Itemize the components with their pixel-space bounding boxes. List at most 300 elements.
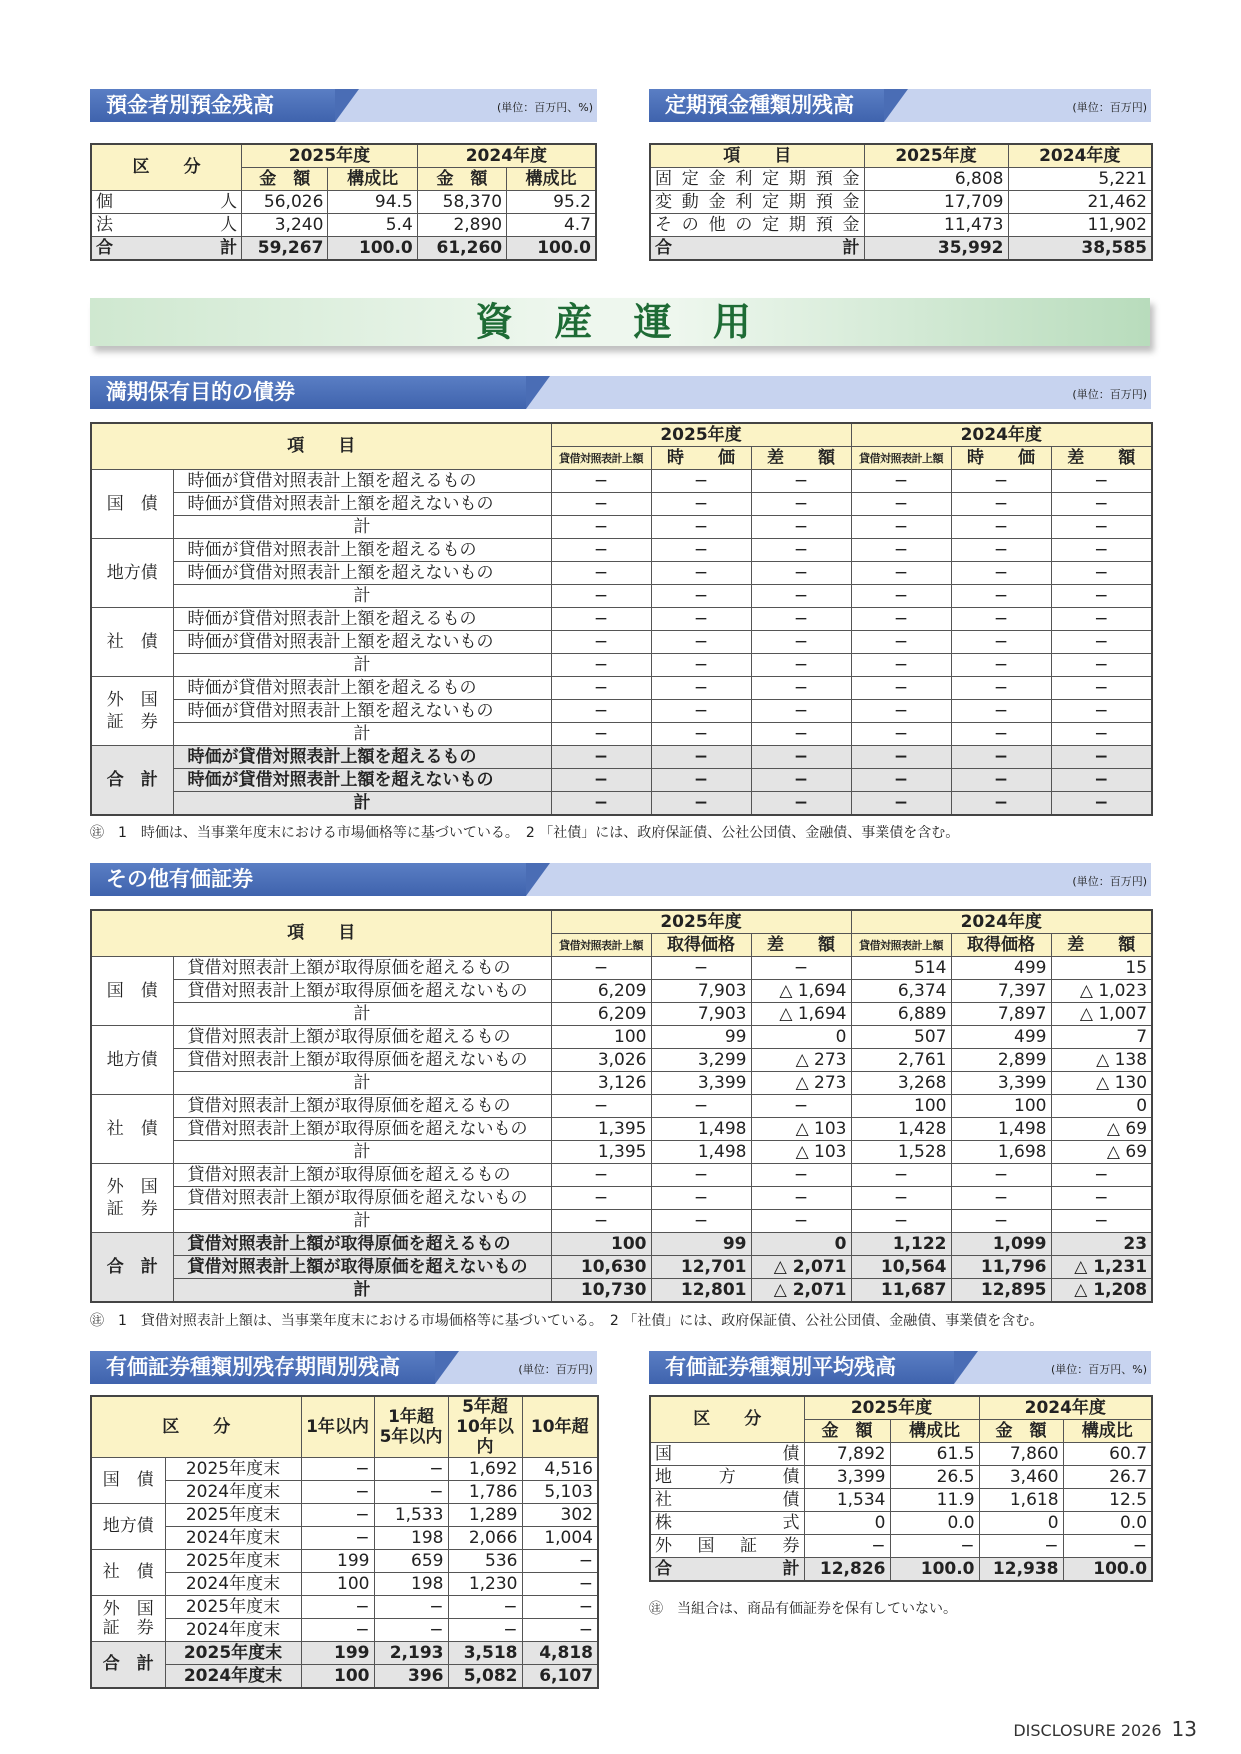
value-cell: 1,230	[448, 1573, 522, 1596]
table-row	[91, 470, 1152, 493]
page-number: 13	[1171, 1717, 1197, 1741]
header-amount: 金 額	[242, 168, 328, 191]
value-cell: 12,826	[804, 1558, 890, 1582]
header-5-10y-line1: 5年超	[462, 1397, 508, 1417]
value-cell: △ 138	[1051, 1049, 1152, 1072]
value-cell: △ 103	[751, 1118, 851, 1141]
fixed-deposit-table	[649, 143, 1153, 261]
value-cell: 7	[1051, 1026, 1152, 1049]
unit-note: (単位：百万円、%)	[496, 101, 593, 114]
row-label: 貸借対照表計上額が取得原価を超えるもの	[173, 957, 551, 980]
header-fair-value: 時 価	[951, 447, 1051, 470]
value-cell: 0	[804, 1512, 890, 1535]
value-cell: 100.0	[507, 237, 596, 261]
table-row	[91, 1095, 1152, 1118]
value-cell: △ 2,071	[751, 1279, 851, 1303]
value-cell: 1,534	[804, 1489, 890, 1512]
value-cell: △ 2,071	[751, 1256, 851, 1279]
row-label: 計	[173, 1141, 551, 1164]
table-row	[91, 769, 1152, 792]
value-cell: 3,460	[979, 1466, 1063, 1489]
table-row	[650, 1466, 1152, 1489]
value-cell: −	[851, 654, 951, 677]
value-cell: 99	[651, 1026, 751, 1049]
value-cell: 100	[301, 1573, 374, 1596]
category-label: 合 計	[91, 1642, 165, 1689]
value-cell: −	[374, 1458, 448, 1481]
value-cell: 1,498	[651, 1141, 751, 1164]
section-title: 定期預金種類別残高	[649, 89, 884, 122]
value-cell: 499	[951, 957, 1051, 980]
value-cell: −	[551, 1164, 651, 1187]
value-cell: 3,026	[551, 1049, 651, 1072]
row-label: 計	[173, 1072, 551, 1095]
section-header-depositor	[90, 89, 597, 122]
value-cell: −	[951, 539, 1051, 562]
table-row	[91, 1504, 598, 1527]
average-footnote: ㊟ 当組合は、商品有価証券を保有していない。	[649, 1601, 957, 1617]
value-cell: 11.9	[890, 1489, 979, 1512]
value-cell: 0	[1051, 1095, 1152, 1118]
header-item: 項 目	[91, 910, 551, 957]
value-cell: −	[1051, 585, 1152, 608]
value-cell: −	[1051, 769, 1152, 792]
value-cell: −	[851, 631, 951, 654]
category-label: 合 計	[91, 1233, 173, 1303]
header-book-value: 貸借対照表計上額	[551, 934, 651, 957]
value-cell: 3,240	[242, 214, 328, 237]
header-amount: 金 額	[804, 1420, 890, 1443]
value-cell: −	[651, 1095, 751, 1118]
row-label: 2024年度末	[165, 1481, 301, 1504]
value-cell: −	[551, 1210, 651, 1233]
value-cell: 61,260	[417, 237, 506, 261]
table-row	[91, 493, 1152, 516]
value-cell: 26.5	[890, 1466, 979, 1489]
value-cell: −	[851, 1210, 951, 1233]
section-header-average	[649, 1351, 1151, 1384]
header-1-5y-line2: 5年以内	[379, 1427, 443, 1447]
value-cell: −	[1051, 631, 1152, 654]
table-row	[91, 1619, 598, 1642]
row-label: 2025年度末	[165, 1504, 301, 1527]
value-cell: −	[551, 1187, 651, 1210]
value-cell: −	[851, 677, 951, 700]
value-cell: −	[1051, 1210, 1152, 1233]
row-label: 株 式	[650, 1512, 804, 1535]
value-cell: △ 273	[751, 1049, 851, 1072]
value-cell: 2,899	[951, 1049, 1051, 1072]
row-label: 固定金利定期預金	[650, 168, 864, 191]
unit-note: (単位：百万円)	[518, 1363, 593, 1376]
category-label: 国 債	[91, 957, 173, 1026]
value-cell: 56,026	[242, 191, 328, 214]
table-row	[91, 1049, 1152, 1072]
value-cell: −	[951, 631, 1051, 654]
table-row	[91, 1665, 598, 1689]
value-cell: −	[1051, 677, 1152, 700]
category-label: 社 債	[91, 1550, 165, 1596]
table-row	[91, 237, 596, 261]
value-cell: 396	[374, 1665, 448, 1689]
value-cell: −	[374, 1481, 448, 1504]
header-ratio: 構成比	[1063, 1420, 1152, 1443]
value-cell: −	[374, 1619, 448, 1642]
value-cell: −	[651, 470, 751, 493]
section-title: 満期保有目的の債券	[90, 376, 526, 409]
header-amount: 金 額	[417, 168, 506, 191]
value-cell: △ 1,023	[1051, 980, 1152, 1003]
value-cell: −	[448, 1596, 522, 1619]
value-cell: −	[1051, 1164, 1152, 1187]
category-label: 外 国 証 券	[91, 677, 173, 746]
value-cell: −	[751, 792, 851, 816]
value-cell: −	[751, 677, 851, 700]
value-cell: −	[851, 539, 951, 562]
section-title: 預金者別預金残高	[90, 89, 335, 122]
value-cell: −	[301, 1504, 374, 1527]
value-cell: 536	[448, 1550, 522, 1573]
value-cell: 4.7	[507, 214, 596, 237]
table-row	[91, 980, 1152, 1003]
table-row	[91, 1256, 1152, 1279]
section-header-other-securities	[90, 863, 1151, 896]
row-label: 計	[173, 585, 551, 608]
header-difference: 差 額	[751, 934, 851, 957]
value-cell: −	[751, 1164, 851, 1187]
value-cell: −	[551, 677, 651, 700]
value-cell: −	[301, 1596, 374, 1619]
value-cell: −	[951, 1164, 1051, 1187]
value-cell: −	[951, 470, 1051, 493]
value-cell: 199	[301, 1642, 374, 1665]
value-cell: 1,498	[951, 1118, 1051, 1141]
value-cell: −	[890, 1535, 979, 1558]
row-label: 貸借対照表計上額が取得原価を超えないもの	[173, 1187, 551, 1210]
header-ratio: 構成比	[507, 168, 596, 191]
value-cell: 1,428	[851, 1118, 951, 1141]
value-cell: −	[751, 585, 851, 608]
unit-note: (単位：百万円、%)	[1050, 1363, 1147, 1376]
banner-title: 資 産 運 用	[475, 299, 765, 344]
htm-footnote: ㊟ 1 時価は、当事業年度末における市場価格等に基づいている。 2 「社債」には、政府保証債、公社公団債、金融債、事業債を含む。	[90, 825, 960, 841]
row-label: 2024年度末	[165, 1527, 301, 1550]
category-label: 地方債	[91, 1026, 173, 1095]
table-row	[91, 700, 1152, 723]
header-5-10y	[448, 1396, 522, 1458]
row-label: 2025年度末	[165, 1642, 301, 1665]
table-row	[650, 1558, 1152, 1582]
table-row	[91, 191, 596, 214]
value-cell: △ 1,231	[1051, 1256, 1152, 1279]
value-cell: 1,786	[448, 1481, 522, 1504]
row-label: 貸借対照表計上額が取得原価を超えるもの	[173, 1233, 551, 1256]
value-cell: −	[551, 608, 651, 631]
row-label: 個 人	[91, 191, 242, 214]
value-cell: −	[651, 493, 751, 516]
value-cell: −	[1051, 493, 1152, 516]
value-cell: 100.0	[1063, 1558, 1152, 1582]
value-cell: 4,818	[522, 1642, 598, 1665]
value-cell: 3,299	[651, 1049, 751, 1072]
value-cell: −	[651, 654, 751, 677]
row-label: 貸借対照表計上額が取得原価を超えないもの	[173, 1256, 551, 1279]
value-cell: −	[651, 1164, 751, 1187]
value-cell: 1,698	[951, 1141, 1051, 1164]
value-cell: 6,808	[864, 168, 1008, 191]
value-cell: 95.2	[507, 191, 596, 214]
row-label: 計	[173, 1003, 551, 1026]
category-label: 外 国 証 券	[91, 1164, 173, 1233]
value-cell: 198	[374, 1527, 448, 1550]
value-cell: −	[551, 654, 651, 677]
value-cell: −	[751, 1187, 851, 1210]
value-cell: 3,518	[448, 1642, 522, 1665]
value-cell: △ 1,208	[1051, 1279, 1152, 1303]
header-ratio: 構成比	[890, 1420, 979, 1443]
value-cell: −	[851, 1187, 951, 1210]
row-label: 貸借対照表計上額が取得原価を超えないもの	[173, 980, 551, 1003]
value-cell: −	[651, 677, 751, 700]
row-label: 計	[173, 1210, 551, 1233]
page-footer	[1013, 1717, 1197, 1741]
section-header-maturity	[90, 1351, 597, 1384]
table-row	[650, 1535, 1152, 1558]
header-item: 項 目	[91, 423, 551, 470]
value-cell: −	[1051, 562, 1152, 585]
maturity-table	[90, 1395, 599, 1689]
value-cell: −	[651, 631, 751, 654]
row-label: 合 計	[650, 237, 864, 261]
value-cell: 10,630	[551, 1256, 651, 1279]
value-cell: −	[751, 608, 851, 631]
row-label: 時価が貸借対照表計上額を超えるもの	[173, 470, 551, 493]
header-2025: 2025年度	[804, 1396, 979, 1420]
value-cell: −	[951, 677, 1051, 700]
value-cell: −	[551, 723, 651, 746]
header-acquisition-cost: 取得価格	[651, 934, 751, 957]
table-row	[91, 1642, 598, 1665]
category-label: 社 債	[91, 1095, 173, 1164]
table-row	[91, 1210, 1152, 1233]
table-row	[91, 1026, 1152, 1049]
value-cell: −	[851, 746, 951, 769]
value-cell: 12,895	[951, 1279, 1051, 1303]
table-row	[91, 1187, 1152, 1210]
value-cell: 6,374	[851, 980, 951, 1003]
value-cell: 10,564	[851, 1256, 951, 1279]
header-2024: 2024年度	[851, 423, 1152, 447]
value-cell: −	[851, 700, 951, 723]
table-row	[91, 608, 1152, 631]
row-label: 2025年度末	[165, 1458, 301, 1481]
value-cell: 5,082	[448, 1665, 522, 1689]
header-2025: 2025年度	[242, 144, 418, 168]
value-cell: −	[651, 608, 751, 631]
header-2025: 2025年度	[864, 144, 1008, 168]
value-cell: 100	[301, 1665, 374, 1689]
value-cell: −	[1051, 608, 1152, 631]
value-cell: 26.7	[1063, 1466, 1152, 1489]
value-cell: −	[751, 746, 851, 769]
header-acquisition-cost: 取得価格	[951, 934, 1051, 957]
row-label: 法 人	[91, 214, 242, 237]
row-label: 2025年度末	[165, 1550, 301, 1573]
header-1-5y-line1: 1年超	[388, 1407, 434, 1427]
value-cell: −	[551, 769, 651, 792]
value-cell: 1,618	[979, 1489, 1063, 1512]
value-cell: −	[951, 792, 1051, 816]
value-cell: −	[1063, 1535, 1152, 1558]
value-cell: −	[751, 654, 851, 677]
value-cell: 12.5	[1063, 1489, 1152, 1512]
table-row	[91, 1164, 1152, 1187]
category-label: 外 国 証 券	[91, 1596, 165, 1642]
value-cell: 99	[651, 1233, 751, 1256]
row-label: 計	[173, 516, 551, 539]
row-label: 時価が貸借対照表計上額を超えないもの	[173, 493, 551, 516]
header-2025: 2025年度	[551, 423, 851, 447]
row-label: 貸借対照表計上額が取得原価を超えないもの	[173, 1049, 551, 1072]
average-balance-table	[649, 1395, 1153, 1582]
row-label: 時価が貸借対照表計上額を超えないもの	[173, 769, 551, 792]
value-cell: −	[851, 493, 951, 516]
value-cell: −	[751, 957, 851, 980]
value-cell: −	[651, 539, 751, 562]
value-cell: 0	[751, 1026, 851, 1049]
table-row	[650, 168, 1152, 191]
row-label: 計	[173, 654, 551, 677]
row-label: 合 計	[91, 237, 242, 261]
value-cell: −	[951, 585, 1051, 608]
value-cell: −	[522, 1619, 598, 1642]
value-cell: 11,902	[1008, 214, 1152, 237]
value-cell: 15	[1051, 957, 1152, 980]
value-cell: 11,796	[951, 1256, 1051, 1279]
value-cell: −	[951, 493, 1051, 516]
row-label: 時価が貸借対照表計上額を超えるもの	[173, 746, 551, 769]
value-cell: 6,107	[522, 1665, 598, 1689]
row-label: 時価が貸借対照表計上額を超えないもの	[173, 562, 551, 585]
value-cell: 1,395	[551, 1141, 651, 1164]
value-cell: −	[551, 792, 651, 816]
value-cell: 1,528	[851, 1141, 951, 1164]
header-book-value: 貸借対照表計上額	[551, 447, 651, 470]
value-cell: △ 273	[751, 1072, 851, 1095]
value-cell: −	[551, 562, 651, 585]
header-5-10y-line2: 10年以内	[456, 1417, 514, 1457]
row-label: 時価が貸借対照表計上額を超えるもの	[173, 539, 551, 562]
value-cell: 3,126	[551, 1072, 651, 1095]
value-cell: −	[301, 1481, 374, 1504]
value-cell: 3,268	[851, 1072, 951, 1095]
category-label: 社 債	[91, 608, 173, 677]
value-cell: 100.0	[328, 237, 417, 261]
unit-note: (単位：百万円)	[1072, 101, 1147, 114]
row-label: 時価が貸借対照表計上額を超えるもの	[173, 608, 551, 631]
value-cell: −	[951, 562, 1051, 585]
section-title: 有価証券種類別平均残高	[649, 1351, 954, 1384]
value-cell: −	[851, 562, 951, 585]
value-cell: 1,498	[651, 1118, 751, 1141]
table-row	[91, 631, 1152, 654]
table-row	[650, 1443, 1152, 1466]
value-cell: −	[751, 562, 851, 585]
value-cell: 0.0	[890, 1512, 979, 1535]
value-cell: −	[951, 1210, 1051, 1233]
row-label: 貸借対照表計上額が取得原価を超えるもの	[173, 1026, 551, 1049]
section-header-htm-bonds	[90, 376, 1151, 409]
table-row	[650, 214, 1152, 237]
value-cell: 35,992	[864, 237, 1008, 261]
value-cell: −	[951, 700, 1051, 723]
value-cell: 6,209	[551, 1003, 651, 1026]
value-cell: −	[651, 1210, 751, 1233]
value-cell: 59,267	[242, 237, 328, 261]
value-cell: −	[804, 1535, 890, 1558]
value-cell: 3,399	[651, 1072, 751, 1095]
header-book-value: 貸借対照表計上額	[851, 934, 951, 957]
value-cell: −	[651, 723, 751, 746]
header-kubun: 区 分	[91, 144, 242, 191]
header-over-10y: 10年超	[522, 1396, 598, 1458]
value-cell: −	[551, 631, 651, 654]
row-label: 時価が貸借対照表計上額を超えないもの	[173, 700, 551, 723]
value-cell: −	[951, 769, 1051, 792]
value-cell: −	[751, 700, 851, 723]
value-cell: −	[651, 957, 751, 980]
row-label: 時価が貸借対照表計上額を超えるもの	[173, 677, 551, 700]
value-cell: 17,709	[864, 191, 1008, 214]
value-cell: 499	[951, 1026, 1051, 1049]
value-cell: −	[851, 1164, 951, 1187]
value-cell: −	[1051, 539, 1152, 562]
value-cell: 38,585	[1008, 237, 1152, 261]
other-securities-table	[90, 909, 1153, 1303]
table-row	[91, 1550, 598, 1573]
value-cell: 1,004	[522, 1527, 598, 1550]
table-row	[91, 1072, 1152, 1095]
value-cell: −	[301, 1527, 374, 1550]
value-cell: 10,730	[551, 1279, 651, 1303]
table-row	[650, 237, 1152, 261]
value-cell: 5,103	[522, 1481, 598, 1504]
value-cell: −	[751, 723, 851, 746]
value-cell: 1,099	[951, 1233, 1051, 1256]
value-cell: 61.5	[890, 1443, 979, 1466]
table-row	[91, 1527, 598, 1550]
table-row	[650, 191, 1152, 214]
table-row	[650, 1489, 1152, 1512]
table-row	[91, 539, 1152, 562]
value-cell: 7,897	[951, 1003, 1051, 1026]
table-row	[91, 516, 1152, 539]
row-label: 貸借対照表計上額が取得原価を超えるもの	[173, 1095, 551, 1118]
value-cell: −	[751, 769, 851, 792]
value-cell: 94.5	[328, 191, 417, 214]
header-difference: 差 額	[1051, 447, 1152, 470]
value-cell: 3,399	[951, 1072, 1051, 1095]
value-cell: 100	[551, 1026, 651, 1049]
value-cell: −	[551, 1095, 651, 1118]
value-cell: 11,473	[864, 214, 1008, 237]
value-cell: −	[651, 585, 751, 608]
header-difference: 差 額	[751, 447, 851, 470]
value-cell: 6,209	[551, 980, 651, 1003]
table-row	[91, 792, 1152, 816]
value-cell: 1,533	[374, 1504, 448, 1527]
header-kubun: 区 分	[650, 1396, 804, 1443]
